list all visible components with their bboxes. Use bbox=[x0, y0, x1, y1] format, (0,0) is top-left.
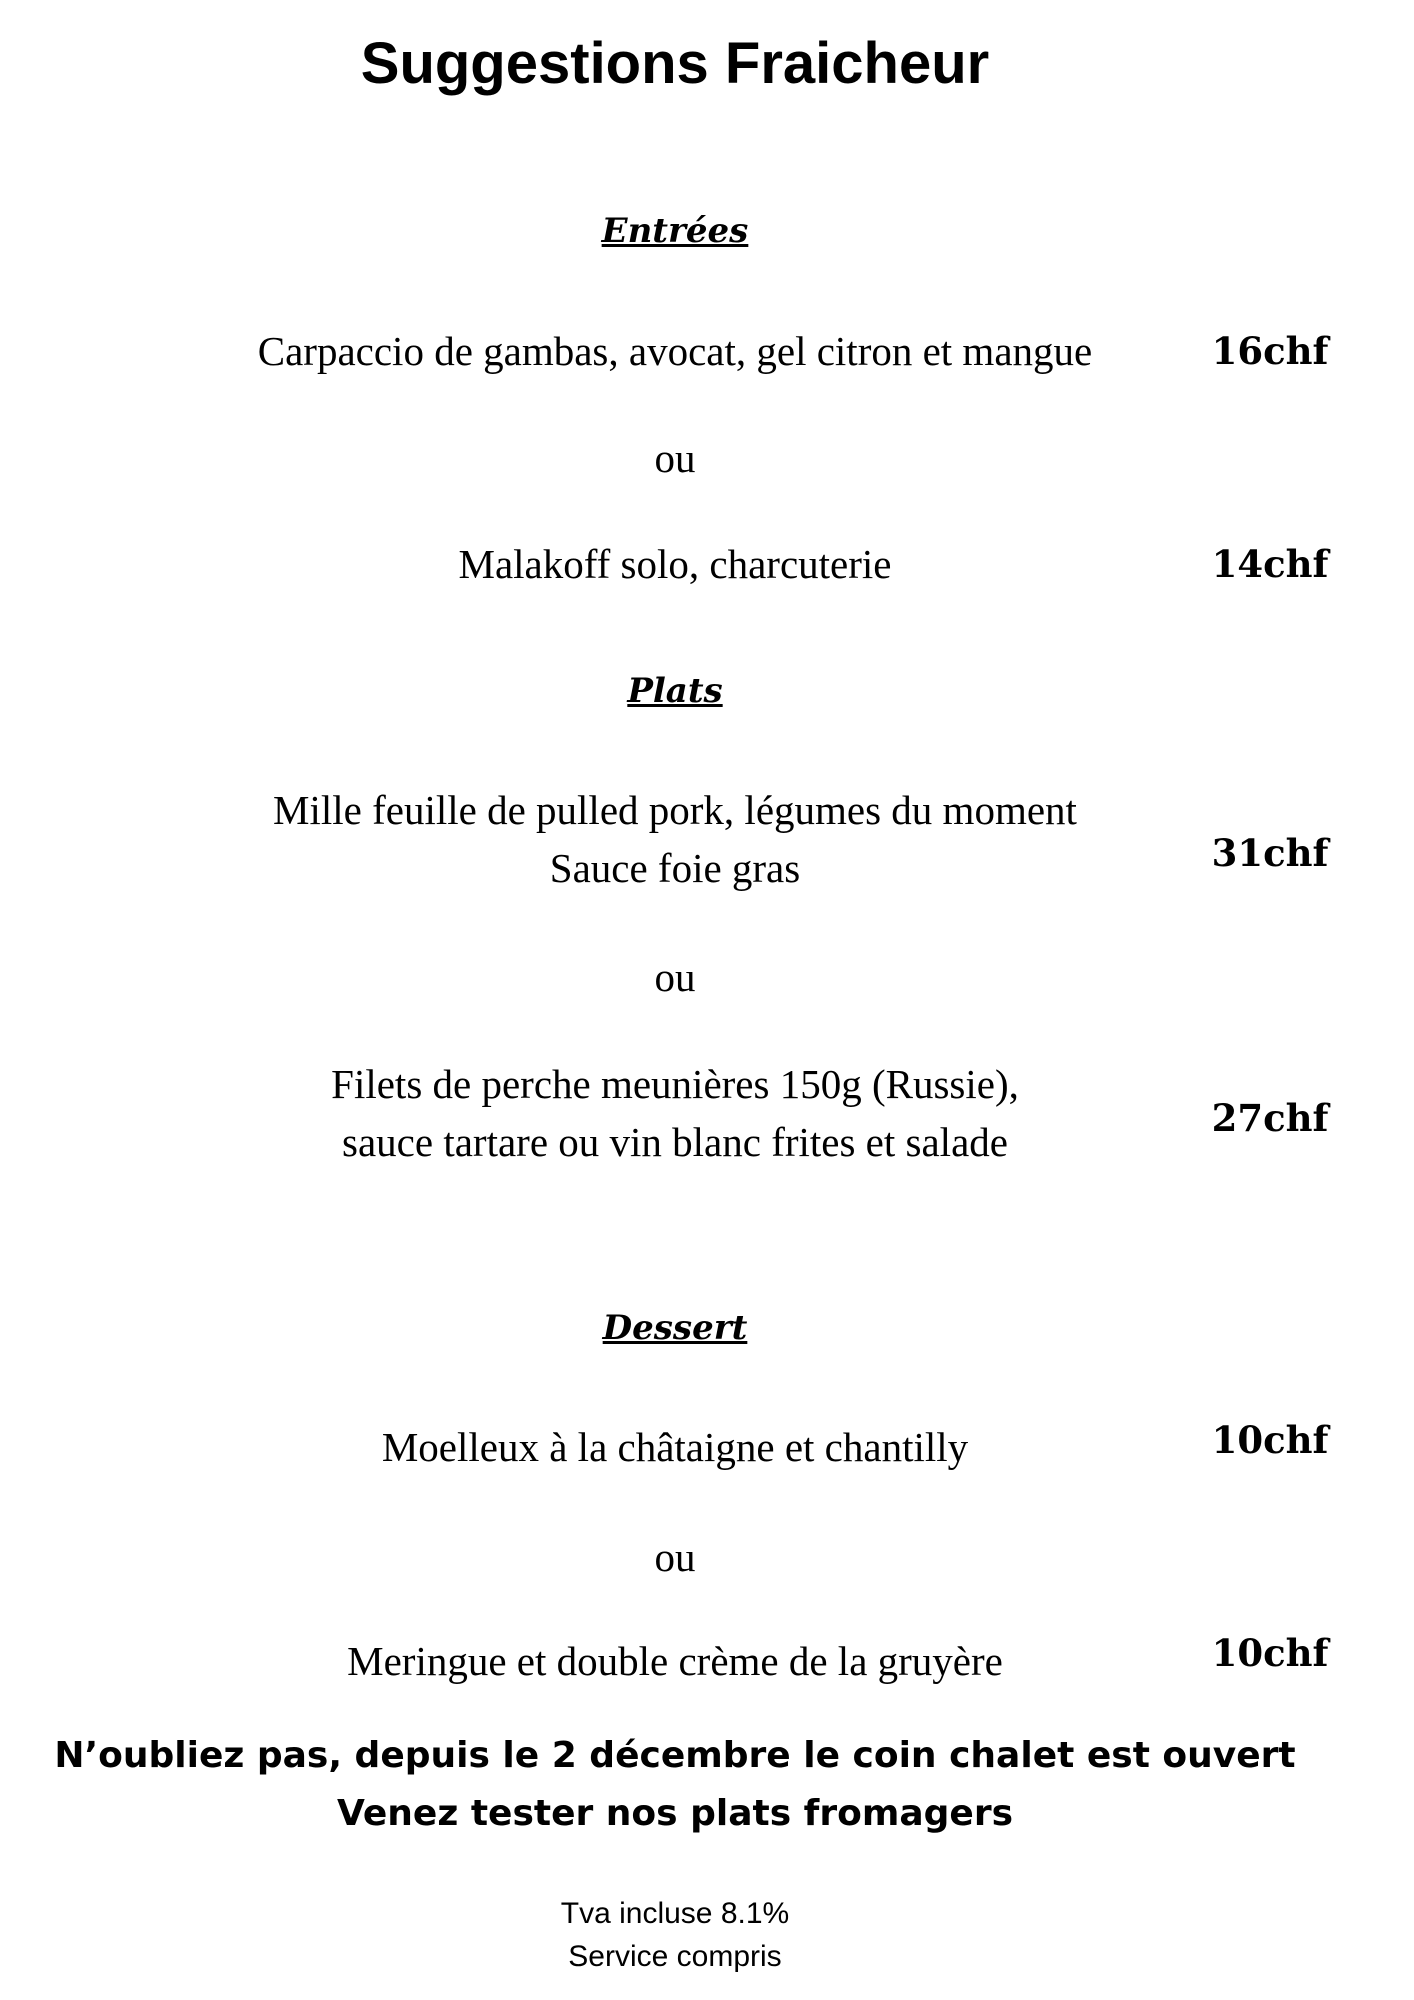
promo-note-line1: N’oubliez pas, depuis le 2 décembre le coin chalet est ouvert bbox=[54, 1735, 1296, 1776]
page-title: Suggestions Fraicheur bbox=[360, 31, 990, 96]
section-heading-dessert: Dessert bbox=[602, 1308, 748, 1348]
dish-price: 10chf bbox=[1211, 1631, 1329, 1675]
dish-price: 16chf bbox=[1211, 329, 1329, 373]
dish-price: 10chf bbox=[1211, 1418, 1329, 1462]
dish-name-line2: Sauce foie gras bbox=[549, 845, 801, 891]
dish-name: Filets de perche meunières 150g (Russie), bbox=[331, 1061, 1019, 1107]
dish-name: Meringue et double crème de la gruyère bbox=[347, 1638, 1003, 1684]
footer-service: Service compris bbox=[568, 1940, 782, 1973]
dish-name: Carpaccio de gambas, avocat, gel citron et mangue bbox=[257, 328, 1093, 374]
footer-vat: Tva incluse 8.1% bbox=[560, 1897, 790, 1930]
dish-price: 31chf bbox=[1211, 831, 1329, 875]
separator-or: ou bbox=[654, 435, 696, 481]
separator-or: ou bbox=[654, 1534, 696, 1580]
dish-name-line2: sauce tartare ou vin blanc frites et salade bbox=[342, 1119, 1008, 1165]
section-heading-entrees: Entrées bbox=[601, 211, 749, 251]
separator-or: ou bbox=[654, 954, 696, 1000]
dish-price: 27chf bbox=[1211, 1096, 1329, 1140]
promo-note-line2: Venez tester nos plats fromagers bbox=[336, 1793, 1014, 1834]
dish-price: 14chf bbox=[1211, 542, 1329, 586]
dish-name: Mille feuille de pulled pork, légumes du moment bbox=[273, 787, 1077, 833]
section-heading-plats: Plats bbox=[627, 671, 723, 711]
dish-name: Moelleux à la châtaigne et chantilly bbox=[381, 1424, 969, 1470]
dish-name: Malakoff solo, charcuterie bbox=[458, 541, 892, 587]
